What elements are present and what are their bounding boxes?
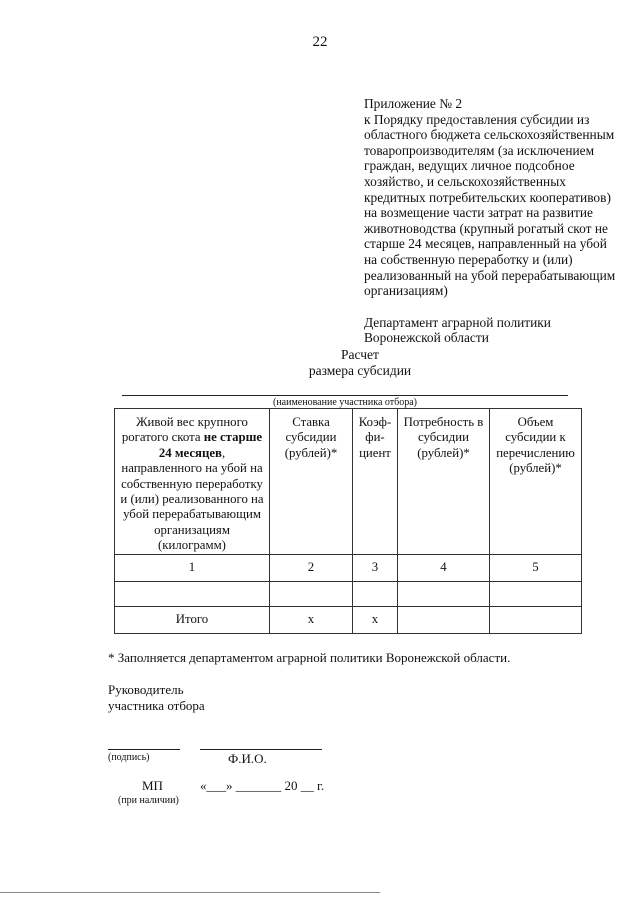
appendix-header (364, 96, 626, 346)
header-live-weight: Живой вес крупного рогатого скота не старше 24 месяцев, направленного на убой на собственную переработку и (или) реализованного на убой перерабатывающим организациям (килограмм) (115, 409, 270, 555)
table-cell (490, 582, 582, 607)
appendix-line: хозяйство, и сельскохозяйственных (364, 173, 566, 189)
bottom-rule (0, 892, 380, 893)
column-number: 2 (270, 555, 353, 582)
stamp-label: МП (142, 778, 163, 793)
column-number: 5 (490, 555, 582, 582)
participant-name-line (122, 395, 568, 396)
appendix-title: Приложение № 2 (364, 96, 463, 111)
head-line-1: Руководитель (108, 682, 184, 697)
column-numbers-row (115, 555, 582, 582)
column-number: 4 (398, 555, 490, 582)
header-transfer-volume: Объем субсидии к перечислению (рублей)* (490, 409, 582, 555)
column-number: 3 (353, 555, 398, 582)
header-coefficient: Коэф- фи- циент (353, 409, 398, 555)
appendix-line: реализованный на убой перерабатывающим (364, 267, 616, 283)
stamp-note: (при наличии) (118, 795, 179, 806)
total-coefficient: х (353, 607, 398, 634)
date-field: «___» _______ 20 __ г. (200, 778, 325, 793)
participant-caption: (наименование участника отбора) (273, 397, 417, 408)
calculation-heading (0, 347, 640, 379)
header-rate: Ставка субсидии (рублей)* (270, 409, 353, 555)
appendix-line: кредитных потребительских кооперативов) (364, 189, 611, 205)
table-header-row (115, 409, 582, 555)
department-line: Департамент аграрной политики (364, 314, 551, 330)
appendix-line: организациям) (364, 283, 448, 299)
table-cell (353, 582, 398, 607)
column-number: 1 (115, 555, 270, 582)
signature-caption: (подпись) (108, 752, 150, 763)
heading-line-1: Расчет (341, 347, 379, 362)
table-row (115, 582, 582, 607)
appendix-line: старше 24 месяцев, направленный на убой (364, 236, 607, 252)
head-of-participant (108, 682, 205, 714)
heading-line-2: размера субсидии (308, 363, 412, 378)
appendix-line: граждан, ведущих личное подсобное (364, 158, 575, 174)
header-need: Потребность в субсидии (рублей)* (398, 409, 490, 555)
total-need (398, 607, 490, 634)
footnote: * Заполняется департаментом аграрной политики Воронежской области. (108, 650, 511, 665)
calculation-table (114, 408, 582, 634)
department-line: Воронежской области (364, 330, 489, 346)
appendix-line: товаропроизводителям (за исключением (364, 142, 595, 158)
head-line-2: участника отбора (108, 698, 205, 713)
appendix-line: к Порядку предоставления субсидии из (364, 111, 590, 127)
name-caption: Ф.И.О. (228, 751, 267, 766)
table-cell (115, 582, 270, 607)
total-transfer-volume (490, 607, 582, 634)
name-line (200, 749, 322, 750)
page-number: 22 (312, 34, 328, 50)
total-rate: х (270, 607, 353, 634)
total-label: Итого (115, 607, 270, 634)
table-cell (398, 582, 490, 607)
signature-line (108, 749, 180, 750)
appendix-line: на собственную переработку и (или) (364, 251, 573, 267)
appendix-line: животноводства (крупный рогатый скот не (364, 220, 608, 236)
total-row (115, 607, 582, 634)
appendix-line: на возмещение части затрат на развитие (364, 205, 593, 221)
table-cell (270, 582, 353, 607)
appendix-line: областного бюджета сельскохозяйственным (364, 127, 615, 143)
